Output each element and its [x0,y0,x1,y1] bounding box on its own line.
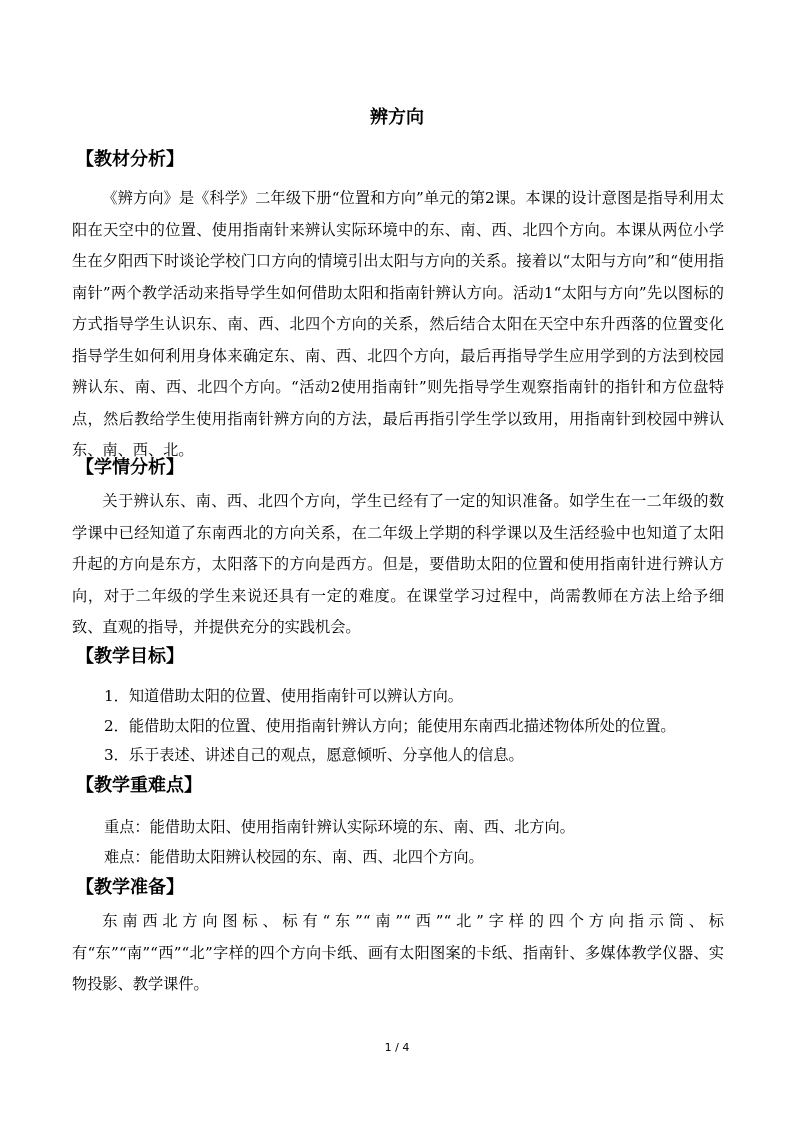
section-heading-material-analysis: 【教材分析】 [76,149,184,170]
teaching-goal-item: 2．能借助太阳的位置、使用指南针辨认方向；能使用东南西北描述物体所处的位置。 [104,717,676,735]
page-number: 1 / 4 [384,1041,410,1054]
difficult-point-item: 难点：能借助太阳辨认校园的东、南、西、北四个方向。 [104,848,484,866]
material-analysis-paragraph: 《辨方向》是《科学》二年级下册“位置和方向”单元的第2课。本课的设计意图是指导利用太阳在天空中的位置、使用指南针来辨认实际环境中的东、南、西、北四个方向。本课从两位小学生在夕阳西下时谈论学校门口方向的情境引出太阳与方向的关系。接着以“太阳与方向”和“使用指南针”两个教学活动来指导学生如何借助太阳和指南针辨认方向。活动1“太阳与方向”先以图标的方式指导学生认识东、南、西、北四个方向的关系，然后结合太阳在天空中东升西落的位置变化指导学生如何利用身体来确定东、南、西、北四个方向，最后再指导学生应用学到的方法到校园辨认东、南、西、北四个方向。“活动2使用指南针”则先指导学生观察指南针的指针和方位盘特点，然后教给学生使用指南针辨方向的方法，最后再指引学生学以致用，用指南针到校园中辨认东、南、西、北。 [72,189,724,459]
section-heading-student-analysis: 【学情分析】 [76,457,184,478]
student-analysis-paragraph: 关于辨认东、南、西、北四个方向，学生已经有了一定的知识准备。如学生在一二年级的数学课中已经知道了东南西北的方向关系，在二年级上学期的科学课以及生活经验中也知道了太阳升起的方向是东方，太阳落下的方向是西方。但是，要借助太阳的位置和使用指南针进行辨认方向，对于二年级的学生来说还具有一定的难度。在课堂学习过程中，尚需教师在方法上给予细致、直观的指导，并提供充分的实践机会。 [72,492,724,636]
key-point-item: 重点：能借助太阳、使用指南针辨认实际环境的东、南、西、北方向。 [104,818,575,836]
section-heading-key-points: 【教学重难点】 [76,775,202,796]
section-heading-teaching-goals: 【教学目标】 [76,646,184,667]
teaching-goal-item: 3．乐于表述、讲述自己的观点，愿意倾听、分享他人的信息。 [104,746,524,764]
preparation-paragraph: 东南西北方向图标、标有“东”“南”“西”“北”字样的四个方向指示筒、标有“东”“南”“西”“北”字样的四个方向卡纸、画有太阳图案的卡纸、指南针、多媒体教学仪器、实物投影、教学课件。 [72,912,724,993]
teaching-goal-item: 1．知道借助太阳的位置、使用指南针可以辨认方向。 [104,687,463,705]
document-title: 辨方向 [370,107,424,128]
section-heading-preparation: 【教学准备】 [76,877,184,898]
